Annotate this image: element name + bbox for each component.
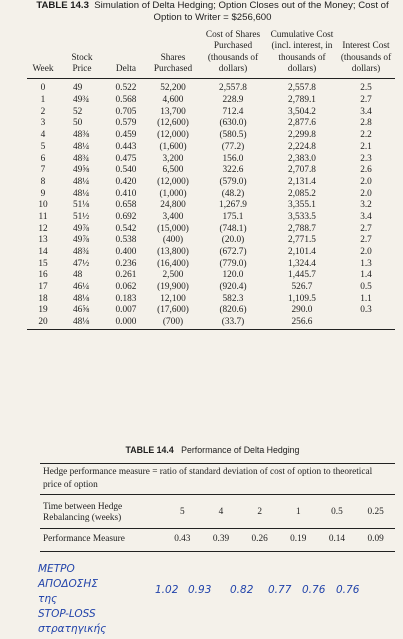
shares-purchased-cell: (17,600) (157, 305, 189, 316)
handwritten-value: 0.76 (336, 584, 360, 596)
perf-top-rule (40, 463, 395, 464)
delta-cell: 0.522 (115, 83, 137, 94)
table-row (27, 153, 395, 165)
delta-cell: 0.538 (115, 235, 137, 246)
delta-cell: 0.400 (115, 247, 137, 257)
table-row (27, 223, 395, 235)
table-row (27, 177, 395, 189)
table-14-4-label: TABLE 14.4 (125, 445, 174, 455)
table-14-4-title: Performance of Delta Hedging (181, 445, 300, 455)
shares-purchased-cell: 6,500 (162, 165, 184, 176)
cumulative-cost-cell: 2,224.8 (288, 141, 316, 152)
column-header: Cost of Shares Purchased (thousands of dollars) (205, 30, 261, 74)
cumulative-cost-cell: 3,355.1 (288, 200, 316, 211)
cumulative-cost-cell: 2,299.8 (288, 130, 316, 141)
handwritten-value: 0.77 (268, 584, 292, 596)
delta-cell: 0.183 (115, 293, 137, 304)
stock-price-cell: 48¾ (73, 247, 90, 257)
handwritten-note-line: ΑΠΟΔΟΣΗΣ (38, 578, 98, 590)
table-row (27, 200, 395, 212)
rebalancing-value: 1 (295, 507, 301, 518)
shares-purchased-cell: (700) (162, 317, 184, 328)
shares-purchased-cell: 3,200 (162, 153, 184, 164)
delta-cell: 0.705 (115, 106, 137, 117)
rebalancing-value: 2 (257, 507, 262, 518)
table-row (27, 235, 395, 247)
week-cell: 12 (38, 223, 48, 234)
table-row (27, 130, 395, 142)
interest-cost-cell: 2.0 (360, 176, 372, 187)
handwritten-note (38, 562, 148, 637)
delta-cell: 0.542 (115, 223, 137, 234)
table-row (27, 142, 395, 154)
handwritten-value: 0.93 (188, 584, 212, 596)
performance-value: 0.39 (202, 529, 241, 552)
shares-purchased-cell: (12,600) (157, 118, 189, 129)
delta-cell: 0.692 (115, 211, 137, 222)
cumulative-cost-cell: 3,504.2 (288, 106, 316, 117)
handwritten-value: 0.82 (230, 584, 254, 596)
delta-hedging-simulation-table (27, 30, 395, 334)
table-14-3-title: Simulation of Delta Hedging; Option Closes out of the Money; Cost of Option to Writer = $256,600 (94, 0, 389, 23)
stock-price-cell: 48¼ (73, 141, 90, 152)
cost-of-shares-cell: 712.4 (222, 106, 244, 117)
table-row (27, 259, 395, 271)
interest-cost-cell: 2.3 (360, 153, 372, 164)
performance-value: 0.09 (356, 529, 395, 552)
rebalancing-label: Time between Hedge Rebalancing (weeks) (43, 501, 123, 523)
stock-price-cell: 50 (73, 118, 83, 129)
shares-purchased-cell: 2,500 (162, 270, 184, 281)
interest-cost-cell: 2.7 (360, 235, 372, 246)
cost-of-shares-cell: 582.3 (222, 293, 244, 304)
table-row (27, 107, 395, 119)
shares-purchased-cell: 4,600 (162, 95, 184, 106)
stock-price-cell: 51½ (73, 211, 90, 222)
cost-of-shares-cell: 228.9 (222, 95, 244, 106)
delta-cell: 0.459 (115, 130, 137, 141)
delta-cell: 0.410 (115, 188, 137, 199)
week-cell: 15 (38, 258, 48, 269)
week-cell: 1 (40, 95, 46, 106)
stock-price-cell: 49¾ (73, 95, 90, 106)
stock-price-cell: 51⅛ (73, 200, 90, 211)
performance-measure-row (40, 529, 395, 552)
column-header: Cumulative Cost (incl. interest, in thousands of dollars) (270, 30, 334, 74)
week-cell: 18 (38, 293, 48, 304)
stock-price-cell: 49⅞ (73, 235, 90, 246)
delta-cell: 0.236 (115, 258, 137, 269)
stock-price-cell: 48 (73, 270, 83, 281)
stock-price-cell: 47½ (73, 258, 90, 269)
cost-of-shares-cell: (920.4) (219, 282, 247, 293)
table-14-4-caption (30, 445, 395, 455)
interest-cost-cell: 0.3 (360, 305, 372, 316)
performance-measure-label: Performance Measure (40, 529, 163, 552)
cost-of-shares-cell: 2,557.8 (219, 83, 247, 94)
shares-purchased-cell: (400) (162, 235, 184, 246)
shares-purchased-cell: (15,000) (157, 223, 189, 234)
shares-purchased-cell: (12,000) (157, 130, 189, 141)
cost-of-shares-cell: (77.2) (221, 141, 245, 152)
column-header: Week (32, 63, 54, 74)
handwritten-value: 1.02 (155, 584, 179, 596)
interest-cost-cell: 3.4 (360, 106, 372, 117)
week-cell: 13 (38, 235, 48, 246)
cumulative-cost-cell: 290.0 (291, 305, 313, 316)
cumulative-cost-cell: 2,101.4 (288, 247, 316, 257)
handwritten-value: 0.76 (302, 584, 326, 596)
table-row (27, 282, 395, 294)
column-header: Stock Price (71, 52, 93, 74)
interest-cost-cell: 2.6 (360, 165, 372, 176)
delta-cell: 0.261 (115, 270, 137, 281)
stock-price-cell: 49⅞ (73, 223, 90, 234)
cumulative-cost-cell: 2,383.0 (288, 153, 316, 164)
stock-price-cell: 52 (73, 106, 83, 117)
delta-cell: 0.568 (115, 95, 137, 106)
handwritten-note-line: στρατηγικής (38, 623, 107, 635)
shares-purchased-cell: 12,100 (160, 293, 186, 304)
cost-of-shares-cell: (20.0) (221, 235, 245, 246)
table-row (27, 305, 395, 317)
rebalancing-value: 4 (218, 507, 224, 518)
performance-table (40, 498, 395, 552)
table-row (27, 95, 395, 107)
column-header: Shares Purchased (153, 52, 193, 74)
interest-cost-cell: 1.1 (360, 293, 372, 304)
week-cell: 8 (40, 176, 46, 187)
table-row (27, 188, 395, 200)
rebalancing-value: 0.5 (331, 507, 343, 518)
shares-purchased-cell: 24,800 (160, 200, 186, 211)
week-cell: 2 (40, 106, 46, 117)
interest-cost-cell: 2.7 (360, 223, 372, 234)
cumulative-cost-cell: 3,533.5 (288, 211, 316, 222)
interest-cost-cell: 2.7 (360, 95, 372, 106)
rebalancing-value: 5 (180, 507, 185, 518)
cumulative-cost-cell: 2,131.4 (288, 176, 316, 187)
performance-value: 0.26 (240, 529, 279, 552)
week-cell: 17 (38, 282, 48, 293)
interest-cost-cell: 2.0 (360, 247, 372, 257)
handwritten-note-line: ΜΕΤΡΟ (38, 563, 75, 575)
cost-of-shares-cell: 322.6 (222, 165, 244, 176)
week-cell: 5 (40, 141, 46, 152)
stock-price-cell: 48¼ (73, 176, 90, 187)
shares-purchased-cell: (1,000) (159, 188, 187, 199)
shares-purchased-cell: 3,400 (162, 211, 184, 222)
cumulative-cost-cell: 2,789.1 (288, 95, 316, 106)
delta-cell: 0.540 (115, 165, 137, 176)
table-14-3-caption (30, 0, 395, 23)
cumulative-cost-cell: 2,707.8 (288, 165, 316, 176)
interest-cost-cell: 2.2 (360, 130, 372, 141)
week-cell: 16 (38, 270, 48, 281)
perf-mid-rule (40, 494, 395, 495)
cumulative-cost-cell: 2,557.8 (288, 83, 316, 94)
shares-purchased-cell: (12,000) (157, 176, 189, 187)
interest-cost-cell (337, 317, 395, 329)
stock-price-cell: 48¼ (73, 188, 90, 199)
column-header: Delta (115, 63, 137, 74)
interest-cost-cell: 2.5 (360, 83, 372, 94)
week-cell: 9 (40, 188, 46, 199)
week-cell: 6 (40, 153, 46, 164)
cumulative-cost-cell: 2,771.5 (288, 235, 316, 246)
table-row (27, 317, 395, 329)
stock-price-cell: 48⅜ (73, 130, 90, 141)
table-14-3-label: TABLE 14.3 (36, 0, 89, 11)
stock-price-cell: 48⅛ (73, 293, 90, 304)
cost-of-shares-cell: 120.0 (222, 270, 244, 281)
measure-definition: = ratio of standard deviation of cost of option to theoretical price of option (43, 467, 373, 490)
shares-purchased-cell: (13,800) (157, 247, 189, 257)
cumulative-cost-cell: 1,324.4 (288, 258, 316, 269)
cost-of-shares-cell: (48.2) (221, 188, 245, 199)
rebalancing-row (40, 498, 395, 529)
shares-purchased-cell: (19,900) (157, 282, 189, 293)
delta-cell: 0.443 (115, 141, 137, 152)
cumulative-cost-cell: 2,085.2 (288, 188, 316, 199)
week-cell: 7 (40, 165, 46, 176)
delta-cell: 0.579 (115, 118, 137, 129)
cost-of-shares-cell: (672.7) (219, 247, 247, 257)
table-row (27, 212, 395, 224)
stock-price-cell: 46¼ (73, 282, 90, 293)
delta-cell: 0.062 (115, 282, 137, 293)
measure-label: Hedge performance measure (43, 467, 150, 477)
cost-of-shares-cell: (579.0) (219, 176, 247, 187)
cumulative-cost-cell: 526.7 (291, 282, 313, 293)
hedge-performance-definition (43, 466, 393, 491)
cost-of-shares-cell: (580.5) (219, 130, 247, 141)
interest-cost-cell: 2.1 (360, 141, 372, 152)
cost-of-shares-cell: (820.6) (219, 305, 247, 316)
delta-cell: 0.475 (115, 153, 137, 164)
table-row (27, 79, 395, 95)
stock-price-cell: 48⅛ (73, 317, 90, 328)
cost-of-shares-cell: 156.0 (222, 153, 244, 164)
week-cell: 19 (38, 305, 48, 316)
rebalancing-value: 0.25 (367, 507, 384, 518)
cumulative-cost-cell: 1,109.5 (288, 293, 316, 304)
table-bottom-rule (27, 329, 395, 334)
interest-cost-cell: 2.8 (360, 118, 372, 129)
cumulative-cost-cell: 2,877.6 (288, 118, 316, 129)
delta-cell: 0.420 (115, 176, 137, 187)
shares-purchased-cell: (1,600) (159, 141, 187, 152)
shares-purchased-cell: 13,700 (160, 106, 186, 117)
cumulative-cost-cell: 2,788.7 (288, 223, 316, 234)
week-cell: 20 (38, 317, 48, 328)
interest-cost-cell: 1.3 (360, 258, 372, 269)
cumulative-cost-cell: 1,445.7 (288, 270, 316, 281)
interest-cost-cell: 0.5 (360, 282, 372, 293)
table-row (27, 118, 395, 130)
cost-of-shares-cell: 1,267.9 (219, 200, 247, 211)
shares-purchased-cell: 52,200 (160, 83, 186, 94)
week-cell: 14 (38, 247, 48, 257)
table-row (27, 270, 395, 282)
cost-of-shares-cell: (748.1) (219, 223, 247, 234)
cost-of-shares-cell: (779.0) (219, 258, 247, 269)
cost-of-shares-cell: (33.7) (221, 317, 245, 328)
stock-price-cell: 46⅝ (73, 305, 90, 316)
week-cell: 3 (40, 118, 46, 129)
interest-cost-cell: 2.0 (360, 188, 372, 199)
stock-price-cell: 49⅝ (73, 165, 90, 176)
interest-cost-cell: 3.4 (360, 211, 372, 222)
delta-cell: 0.658 (115, 200, 137, 211)
cost-of-shares-cell: 175.1 (222, 211, 244, 222)
week-cell: 4 (40, 130, 46, 141)
table-header-row (27, 30, 395, 79)
table-row (27, 165, 395, 177)
performance-value: 0.43 (163, 529, 202, 552)
handwritten-note-line: της (38, 593, 58, 605)
performance-value: 0.19 (279, 529, 318, 552)
stock-price-cell: 48¾ (73, 153, 90, 164)
table-row (27, 294, 395, 306)
column-header: Interest Cost (thousands of dollars) (340, 41, 392, 74)
cumulative-cost-cell: 256.6 (291, 317, 313, 328)
table-row (27, 247, 395, 259)
week-cell: 0 (40, 83, 46, 94)
cost-of-shares-cell: (630.0) (219, 118, 247, 129)
week-cell: 10 (38, 200, 48, 211)
delta-cell: 0.007 (115, 305, 137, 316)
interest-cost-cell: 3.2 (360, 200, 372, 211)
handwritten-note-line: STOP-LOSS (38, 608, 96, 620)
week-cell: 11 (38, 211, 48, 222)
performance-value: 0.14 (318, 529, 357, 552)
stock-price-cell: 49 (73, 83, 83, 94)
interest-cost-cell: 1.4 (360, 270, 372, 281)
shares-purchased-cell: (16,400) (157, 258, 189, 269)
delta-cell: 0.000 (115, 317, 137, 328)
